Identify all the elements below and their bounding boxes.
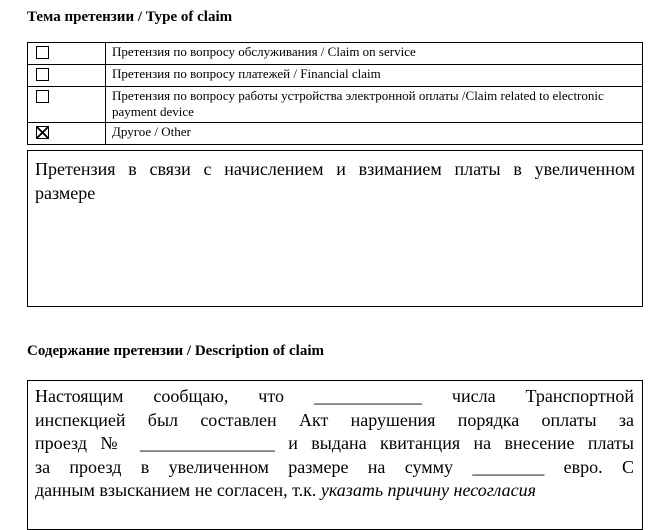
table-row-device: [28, 87, 643, 123]
checkbox-cell-service[interactable]: [28, 43, 106, 65]
checkbox-cell-device[interactable]: [28, 87, 106, 123]
table-row-service: [28, 43, 643, 65]
table-row-financial: [28, 65, 643, 87]
checkbox-service-icon[interactable]: [36, 46, 49, 59]
detail-text-line-2: размере: [35, 182, 96, 203]
claim-option-label-financial: Претензия по вопросу платежей / Financial claim: [106, 65, 643, 87]
claim-type-table: [27, 42, 643, 145]
checkbox-financial-icon[interactable]: [36, 68, 49, 81]
description-line-1: Настоящим сообщаю, что ____________ числа Транспортной: [35, 386, 634, 406]
description-line-4: за проезд в увеличенном размере на сумму ________ евро. С: [35, 456, 634, 477]
checkbox-cell-financial[interactable]: [28, 65, 106, 87]
description-last-line: [35, 479, 634, 503]
checkbox-device-icon[interactable]: [36, 90, 49, 103]
claim-type-title: Тема претензии / Type of claim: [27, 9, 233, 25]
other-claim-detail-box[interactable]: [27, 150, 643, 307]
description-last-line-text: данным взысканием не согласен, т.к.: [35, 480, 321, 500]
table-row-other: [28, 123, 643, 145]
claim-option-label-other: Другое / Other: [106, 123, 643, 145]
checkbox-other-icon[interactable]: [36, 126, 49, 139]
description-line-2: инспекцией был составлен Акт нарушения порядка оплаты за: [35, 409, 634, 430]
detail-text-line-1: Претензия в связи с начислением и взиманием платы в увеличенном: [35, 159, 635, 179]
description-title: Содержание претензии / Description of claim: [27, 343, 324, 359]
description-reason-placeholder: указать причину несогласия: [320, 480, 536, 500]
checkbox-cell-other[interactable]: [28, 123, 106, 145]
claim-option-label-device: Претензия по вопросу работы устройства электронной оплаты /Claim related to electronic payment device: [106, 87, 643, 123]
description-line-3: проезд № _______________ и выдана квитанция на внесение платы: [35, 433, 634, 453]
claim-option-label-service: Претензия по вопросу обслуживания / Claim on service: [106, 43, 643, 65]
description-box[interactable]: [27, 380, 643, 530]
